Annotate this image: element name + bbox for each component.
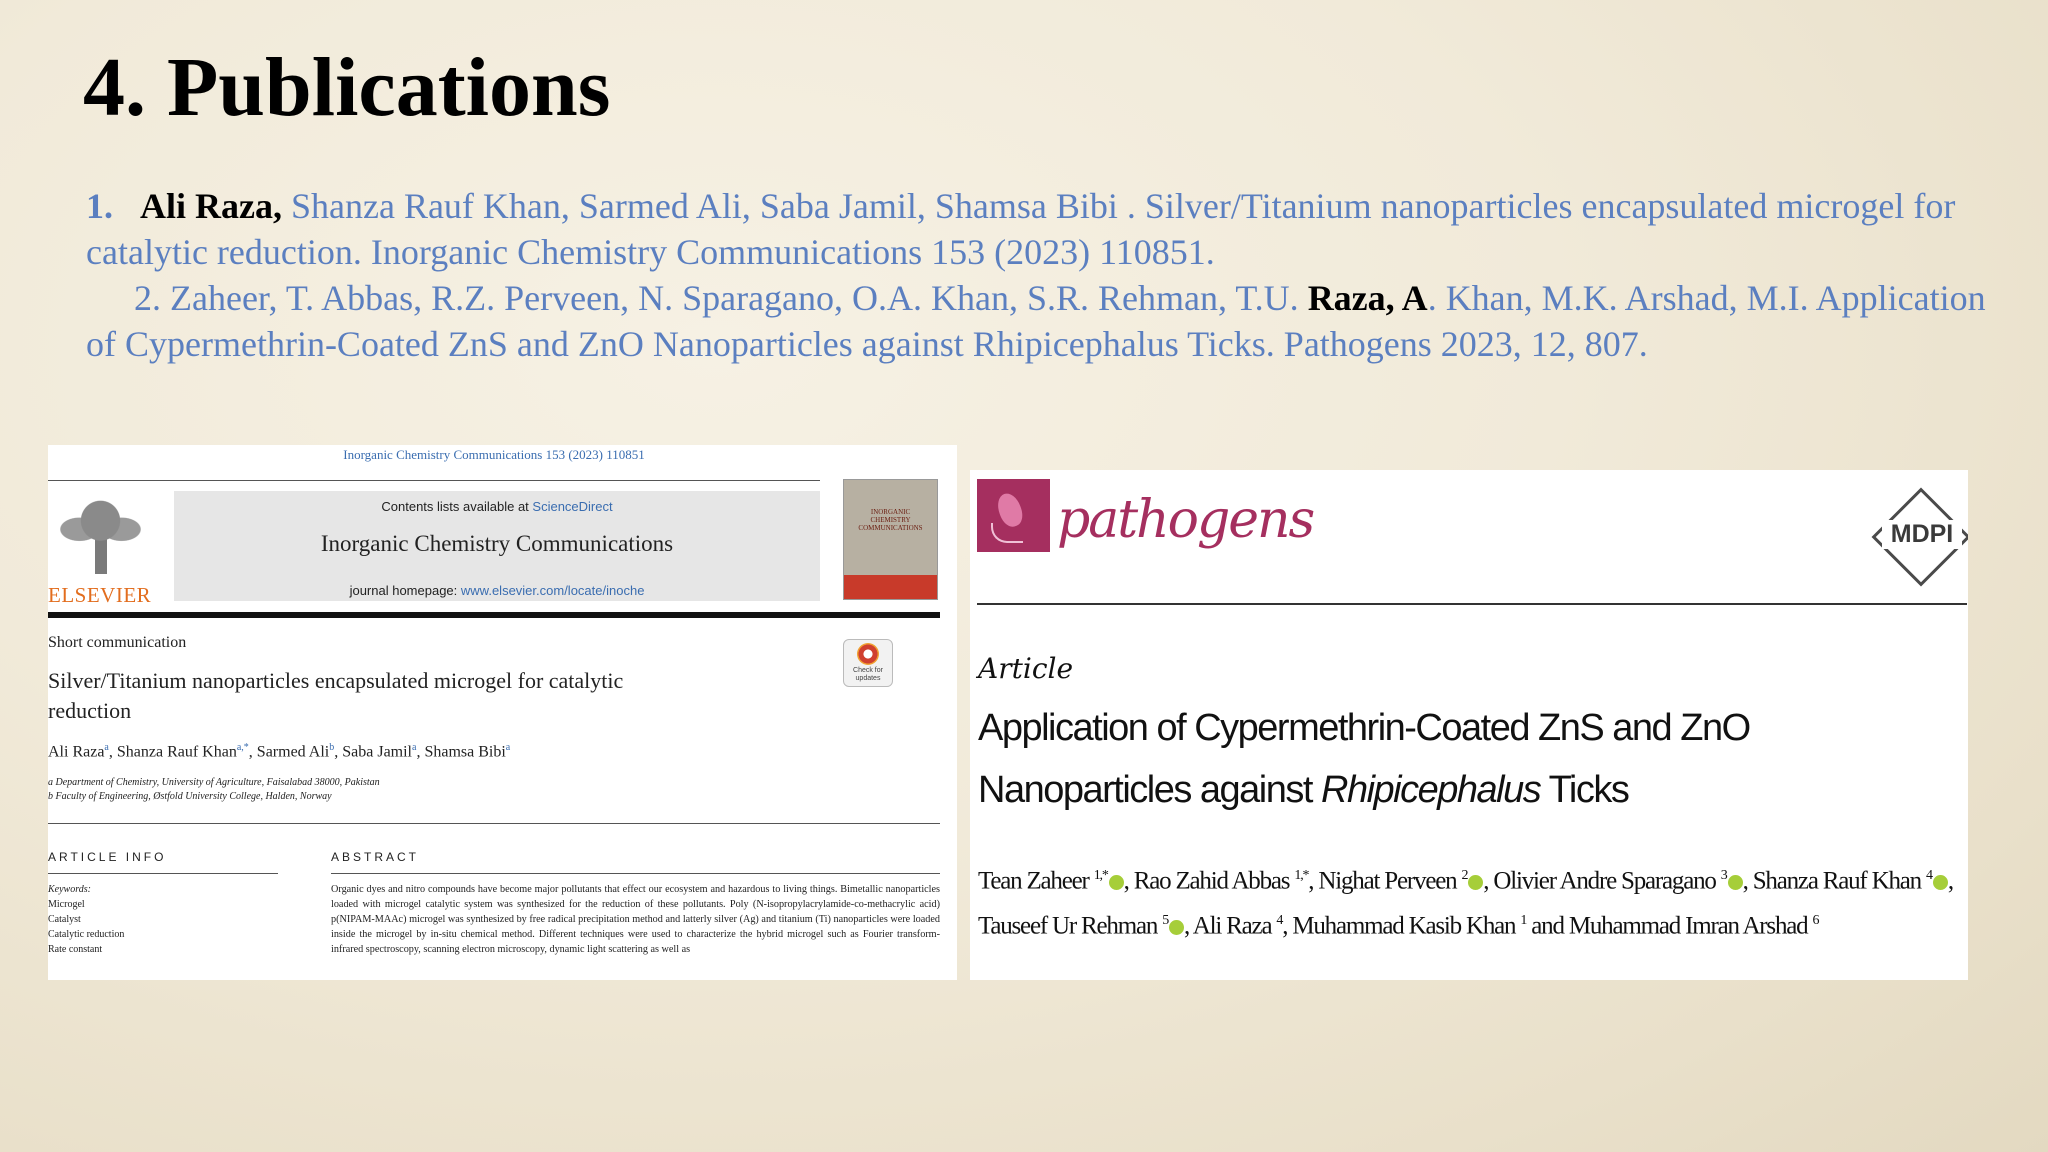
author-sup: b [329,742,335,753]
title-part-1: Application of Cypermethrin-Coated ZnS and ZnO Nanoparticles against [978,707,1750,811]
divider-thick [48,612,940,618]
orcid-icon[interactable] [1169,920,1184,935]
divider [48,823,940,824]
author-name: Olivier Andre Sparagano [1493,867,1716,895]
author-name: Ali Raza [48,743,105,761]
article-type: Short communication [48,634,187,651]
logo-tail [991,523,1023,543]
orcid-icon[interactable] [1468,875,1483,890]
orcid-icon[interactable] [1109,875,1124,890]
author-name: Shanza Rauf Khan [116,743,237,761]
author-name: Rao Zahid Abbas [1133,867,1290,895]
author-name: Muhammad Imran Arshad [1568,912,1808,940]
article-info-heading: ARTICLE INFO [48,850,167,864]
homepage-link[interactable]: www.elsevier.com/locate/inoche [460,583,645,598]
homepage-line [174,583,820,598]
affiliation: a Department of Chemistry, University of Agriculture, Faisalabad 38000, Pakistan [48,777,380,788]
author-sup: 1,* [1093,868,1108,883]
abstract-heading: ABSTRACT [331,850,420,864]
author-sup: 4 [1276,913,1283,929]
author-name: Ali Raza [1192,912,1272,940]
author-name: Tean Zaheer [978,867,1089,895]
reference-2-text-before: Zaheer, T. Abbas, R.Z. Perveen, N. Sparagano, O.A. Khan, S.R. Rehman, T.U. [161,278,1308,318]
check-updates-label: Check for updates [853,667,883,682]
contents-prefix: Contents lists available at [381,499,533,514]
author-sup: a,* [236,742,249,753]
keywords-block [48,882,124,957]
author-sup: 2 [1461,868,1468,883]
pathogens-logo-icon [977,479,1050,552]
article-title: Silver/Titanium nanoparticles encapsulated microgel for catalytic reduction [48,668,624,723]
author-sup: 6 [1812,913,1819,929]
slide-title: 4. Publications [83,41,611,134]
elsevier-tree-icon [48,488,153,574]
author-sup: a [104,742,109,753]
author-sup: 4 [1926,868,1932,883]
abstract-text: Organic dyes and nitro compounds have become major pollutants that effect our ecosystem and hazardous to living things. Bimetallic nanoparticles loaded with microgel catalytic system was synthesized for the reduction of these pollutants. Poly (N-isopropylacrylamide-co-methacrylic acid) p(NIPAM-MAAc) microgel was synthesized by free radical precipitation method and latterly silver (Ag) and titanium (Ti) nanoparticles were loaded inside the microgel by in-situ chemical method. Different techniques were used to characterize the hybrid microgel such as Fourier transform-infrared spectroscopy, scanning electron microscopy, dynamic light scattering as well as [331,884,940,955]
orcid-icon[interactable] [1933,875,1948,890]
contents-line [174,499,820,514]
journal-cover-text: INORGANIC CHEMISTRY COMMUNICATIONS [858,508,923,532]
journal-banner [174,491,820,601]
divider [977,603,1967,605]
reference-2 [86,275,2006,367]
author-name: Shanza Rauf Khan [1752,867,1921,895]
author-sup: 5 [1162,913,1169,929]
reference-1-text: Shanza Rauf Khan, Sarmed Ali, Saba Jamil, Shamsa Bibi . Silver/Titanium nanoparticles encapsulated microgel for catalytic reduction. Inorganic Chemistry Communications 153 (2023) 110851. [86,186,1956,272]
author-name: Shamsa Bibi [424,743,506,761]
title-italic: Rhipicephalus [1321,769,1541,811]
journal-cover-image [843,479,938,600]
author-sup: 1 [1520,913,1527,929]
title-part-2: Ticks [1540,769,1629,811]
divider [48,873,278,874]
journal-reference-line: Inorganic Chemistry Communications 153 (2023) 110851 [343,447,645,462]
reference-2-bold-author: Raza, A [1307,278,1428,318]
reference-1 [86,183,2006,275]
author-list: Tean Zaheer $^{1,*}$ , Rao Zahid Abbas $^{1,*}$, Nighat Perveen $^2$ , Olivier Andre Sparagano $^3$ , Shanza Rauf Khan $^4$ , Tauseef Ur Rehman $^5$ , Ali Raza $^4$, Muhammad Kasib Khan $^1$ and Muhammad Imran Arshad $^6$ [978,867,1953,940]
author-sup: a [505,742,511,753]
journal-name: Inorganic Chemistry Communications [320,531,674,556]
mdpi-logo-text: MDPI [1882,520,1962,549]
homepage-prefix: journal homepage: [349,583,461,598]
sciencedirect-link[interactable]: ScienceDirect [532,499,613,514]
check-for-updates-badge[interactable] [843,639,893,687]
orcid-icon[interactable] [1728,875,1743,890]
author-list: Ali Raza$^a$, Shanza Rauf Khan$^{a,*}$, Sarmed Ali$^b$, Saba Jamil$^a$, Shamsa Bibi$^a$ [48,742,511,761]
author-sup: 3 [1720,868,1727,883]
journal-wordmark: pathogens [1057,490,1314,550]
reference-1-number: 1. [86,186,113,226]
author-sup: a [412,742,417,753]
reference-2-number: 2. [134,278,161,318]
check-updates-icon [857,643,879,665]
keyword: Microgel [48,899,85,910]
keyword: Catalyst [48,914,81,925]
keyword: Catalytic reduction [48,929,125,940]
divider [48,480,820,481]
author-sup: 1,* [1294,868,1309,883]
author-name: Tauseef Ur Rehman [978,912,1158,940]
article-type: Article [978,652,1074,685]
reference-list [86,183,2006,367]
author-name: Sarmed Ali [256,743,330,761]
author-name: Muhammad Kasib Khan [1292,912,1516,940]
article-screenshot-icc [48,445,957,980]
author-name: Nighat Perveen [1318,867,1457,895]
article-screenshot-pathogens [970,470,1968,980]
keywords-label: Keywords: [48,884,91,895]
reference-2-text-after: . Khan, M.K. Arshad, M.I. Application of Cypermethrin-Coated ZnS and ZnO Nanoparticles against Rhipicephalus Ticks. Pathogens 2023, 12, 807. [86,278,1986,364]
reference-1-bold-author: Ali Raza, [140,186,282,226]
elsevier-logo-text: ELSEVIER [48,583,152,607]
author-name: Saba Jamil [342,743,412,761]
keyword: Rate constant [48,944,103,955]
article-title [978,697,1958,821]
affiliation: b Faculty of Engineering, Østfold University College, Halden, Norway [48,791,332,802]
divider [331,873,940,874]
